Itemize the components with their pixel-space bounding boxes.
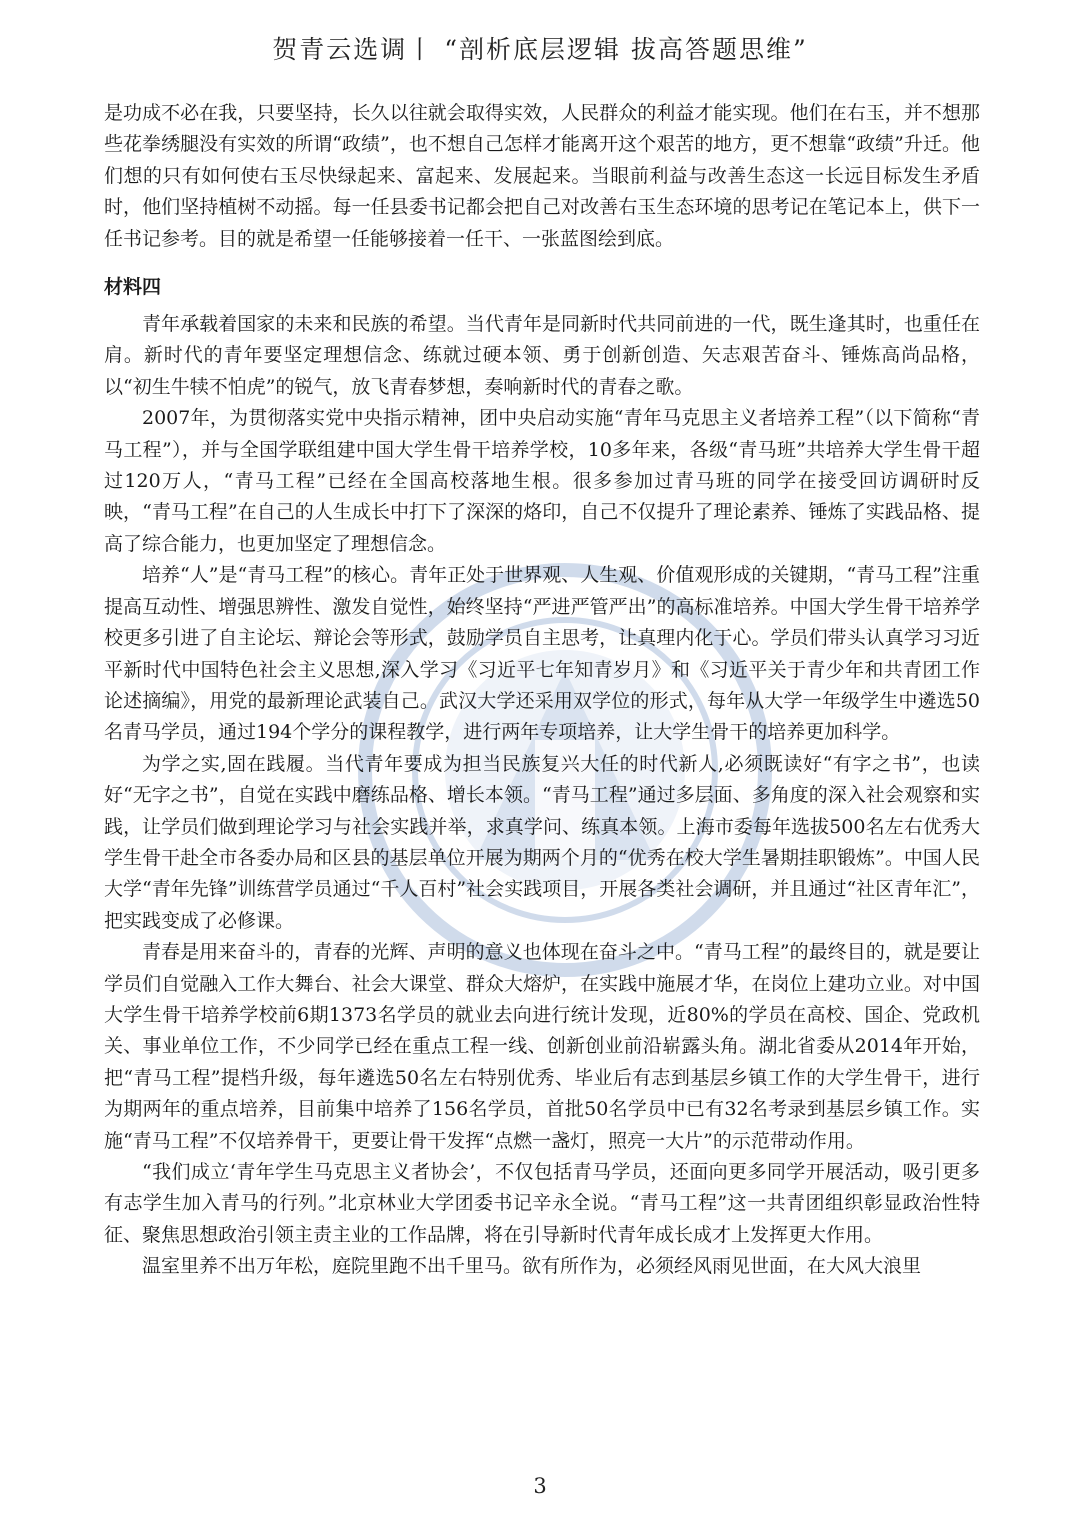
body-paragraph: 为学之实,固在践履。当代青年要成为担当民族复兴大任的时代新人,必须既读好“有字之书”，也读好“无字之书”，自觉在实践中磨练品格、增长本领。“青马工程”通过多层面、多角度的深入社会观察和实践，让学员们做到理论学习与社会实践并举，求真学问、练真本领。上海市委每年选拔500名左右优秀大学生骨干赴全市各委办局和区县的基层单位开展为期两个月的“优秀在校大学生暑期挂职锻炼”。中国人民大学“青年先锋”训练营学员通过“千人百村”社会实践项目，开展各类社会调研，并且通过“社区青年汇”，把实践变成了必修课。 <box>104 752 980 932</box>
page-header: 贺青云选调丨 “剖析底层逻辑 拔高答题思维” <box>272 35 808 64</box>
body-paragraph: 2007年，为贯彻落实党中央指示精神，团中央启动实施“青年马克思主义者培养工程”（以下简称“青马工程”），并与全国学联组建中国大学生骨干培养学校，10多年来，各级“青马班”共培养大学生骨干超过120万人，“青马工程”已经在全国高校落地生根。很多参加过青马班的同学在接受回访调研时反映，“青马工程”在自己的人生成长中打下了深深的烙印，自己不仅提升了理论素养、锤炼了实践品格、提高了综合能力，也更加坚定了理想信念。 <box>104 407 980 555</box>
body-paragraph: 培养“人”是“青马工程”的核心。青年正处于世界观、人生观、价值观形成的关键期，“青马工程”注重提高互动性、增强思辨性、激发自觉性，始终坚持“严进严管严出”的高标准培养。中国大学生骨干培养学校更多引进了自主论坛、辩论会等形式，鼓励学员自主思考，让真理内化于心。学员们带头认真学习习近平新时代中国特色社会主义思想,深入学习《习近平七年知青岁月》和《习近平关于青少年和共青团工作论述摘编》，用党的最新理论武装自己。武汉大学还采用双学位的形式，每年从大学一年级学生中遴选50名青马学员，通过194个学分的课程教学，进行两年专项培养，让大学生骨干的培养更加科学。 <box>104 564 980 744</box>
body-paragraph: 青年承载着国家的未来和民族的希望。当代青年是同新时代共同前进的一代，既生逢其时，也重任在肩。新时代的青年要坚定理想信念、练就过硬本领、勇于创新创造、矢志艰苦奋斗、锤炼高尚品格，以“初生牛犊不怕虎”的锐气，放飞青春梦想，奏响新时代的青春之歌。 <box>104 313 980 398</box>
continuation-paragraph: 是功成不必在我，只要坚持，长久以往就会取得实效，人民群众的利益才能实现。他们在右玉，并不想那些花拳绣腿没有实效的所谓“政绩”，也不想自己怎样才能离开这个艰苦的地方，更不想靠“政绩”升迁。他们想的只有如何使右玉尽快绿起来、富起来、发展起来。当眼前利益与改善生态这一长远目标发生矛盾时，他们坚持植树不动摇。每一任县委书记都会把自己对改善右玉生态环境的思考记在笔记本上，供下一任书记参考。目的就是希望一任能够接着一任干、一张蓝图绘到底。 <box>104 102 980 250</box>
page-number: 3 <box>533 1474 547 1498</box>
body-paragraph: 温室里养不出万年松，庭院里跑不出千里马。欲有所作为，必须经风雨见世面，在大风大浪里 <box>142 1255 922 1278</box>
document-body <box>104 98 980 1283</box>
section-heading: 材料四 <box>104 276 162 299</box>
body-paragraph: “我们成立‘青年学生马克思主义者协会’，不仅包括青马学员，还面向更多同学开展活动，吸引更多有志学生加入青马的行列。”北京林业大学团委书记辛永全说。“青马工程”这一共青团组织彰显政治性特征、聚焦思想政治引领主责主业的工作品牌，将在引导新时代青年成长成才上发挥更大作用。 <box>104 1161 980 1246</box>
body-paragraph: 青春是用来奋斗的，青春的光辉、声明的意义也体现在奋斗之中。“青马工程”的最终目的，就是要让学员们自觉融入工作大舞台、社会大课堂、群众大熔炉，在实践中施展才华，在岗位上建功立业。对中国大学生骨干培养学校前6期1373名学员的就业去向进行统计发现，近80%的学员在高校、国企、党政机关、事业单位工作，不少同学已经在重点工程一线、创新创业前沿崭露头角。湖北省委从2014年开始，把“青马工程”提档升级，每年遴选50名左右特别优秀、毕业后有志到基层乡镇工作的大学生骨干，进行为期两年的重点培养，目前集中培养了156名学员，首批50名学员中已有32名考录到基层乡镇工作。实施“青马工程”不仅培养骨干，更要让骨干发挥“点燃一盏灯，照亮一大片”的示范带动作用。 <box>104 941 980 1152</box>
